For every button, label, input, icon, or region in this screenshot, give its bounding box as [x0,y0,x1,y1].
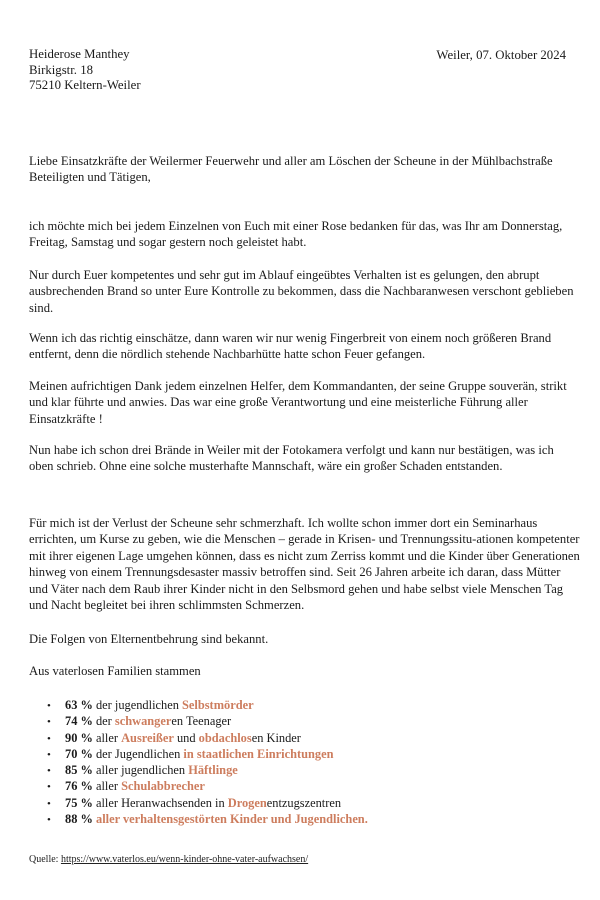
list-item: • 63 % der jugendlichen Selbstmörder [47,697,368,713]
source-citation [29,852,308,868]
sender-city: 75210 Keltern-Weiler [29,78,141,92]
paragraph-loss: Für mich ist der Verlust der Scheune sehr schmerzhaft. Ich wollte schon immer dort ein Seminarhaus errichten, um Kurse zu geben, wie die Menschen – gerade in Krisen- und Trennungssitu-ationen kompetenter mit ihrer eigenen Lage umgehen können, dass es nicht zum Zerriss kommt und die Kinder über Generationen hinweg von einem Trennungsdesaster massiv betroffen sind. Seit 26 Jahren arbeite ich daran, dass Mütter und Väter nach dem Raub ihrer Kinder nicht in den Selbsmord gehen und habe selbst viele Menschen Tag und Nacht begleitet bei ihren schlimmsten Schmerzen. [29,516,580,613]
bullet-icon: • [47,732,51,745]
bullet-icon: • [47,781,51,794]
list-item: • 75 % aller Heranwachsenden in Drogenentzugszentren [47,795,368,811]
paragraph-intro-stats: Aus vaterlosen Familien stammen [29,664,201,678]
sender-address [29,47,141,94]
list-item: • 90 % aller Ausreißer und obdachlosen Kinder [47,730,368,746]
source-link[interactable]: https://www.vaterlos.eu/wenn-kinder-ohne-vater-aufwachsen/ [60,854,309,865]
list-item: • 88 % aller verhaltensgestörten Kinder und Jugendlichen. [47,811,368,827]
sender-street: Birkigstr. 18 [29,62,93,77]
bullet-icon: • [47,765,51,778]
list-item: • 74 % der schwangeren Teenager [47,713,368,729]
paragraph-competence: Nur durch Euer kompetentes und sehr gut im Ablauf eingeübtes Verhalten ist es gelungen, den abrupt ausbrechenden Brand so unter Eure Kontrolle zu bekommen, dass die Nachbaranwesen verschont geblieben sind. [29,268,574,315]
paragraph-assessment: Wenn ich das richtig einschätze, dann waren wir nur wenig Fingerbreit von einem noch größeren Brand entfernt, denn die nördlich stehende Nachbarhütte hatte schon Feuer gefangen. [29,331,552,362]
bullet-icon: • [47,814,51,827]
source-label: Quelle: [29,854,59,865]
paragraph-consequences: Die Folgen von Elternentbehrung sind bekannt. [29,632,269,646]
sender-name: Heiderose Manthey [29,47,130,61]
salutation: Liebe Einsatzkräfte der Weilermer Feuerwehr und aller am Löschen der Scheune in der Mühlbachstraße Beteiligten und Tätigen, [29,154,553,185]
bullet-icon: • [47,716,51,729]
list-item: • 70 % der Jugendlichen in staatlichen Einrichtungen [47,746,368,762]
list-item: • 85 % aller jugendlichen Häftlinge [47,762,368,778]
bullet-icon: • [47,700,51,712]
statistics-list [47,697,368,827]
bullet-icon: • [47,748,51,761]
paragraph-photography: Nun habe ich schon drei Brände in Weiler mit der Fotokamera verfolgt und kann nur bestätigen, was ich oben schrieb. Ohne eine solche musterhafte Mannschaft, wäre ein großer Schaden entstanden. [29,443,554,474]
bullet-icon: • [47,797,51,810]
letter-date: Weiler, 07. Oktober 2024 [436,48,566,62]
list-item: • 76 % aller Schulabbrecher [47,778,368,794]
paragraph-thanks: ich möchte mich bei jedem Einzelnen von Euch mit einer Rose bedanken für das, was Ihr am Donnerstag, Freitag, Samstag und sogar gestern noch geleistet habt. [29,219,563,250]
paragraph-gratitude: Meinen aufrichtigen Dank jedem einzelnen Helfer, dem Kommandanten, der seine Gruppe souverän, strikt und klar führte und anwies. Das war eine große Verantwortung und eine meisterliche Führung aller Einsatzkräfte ! [29,379,567,426]
